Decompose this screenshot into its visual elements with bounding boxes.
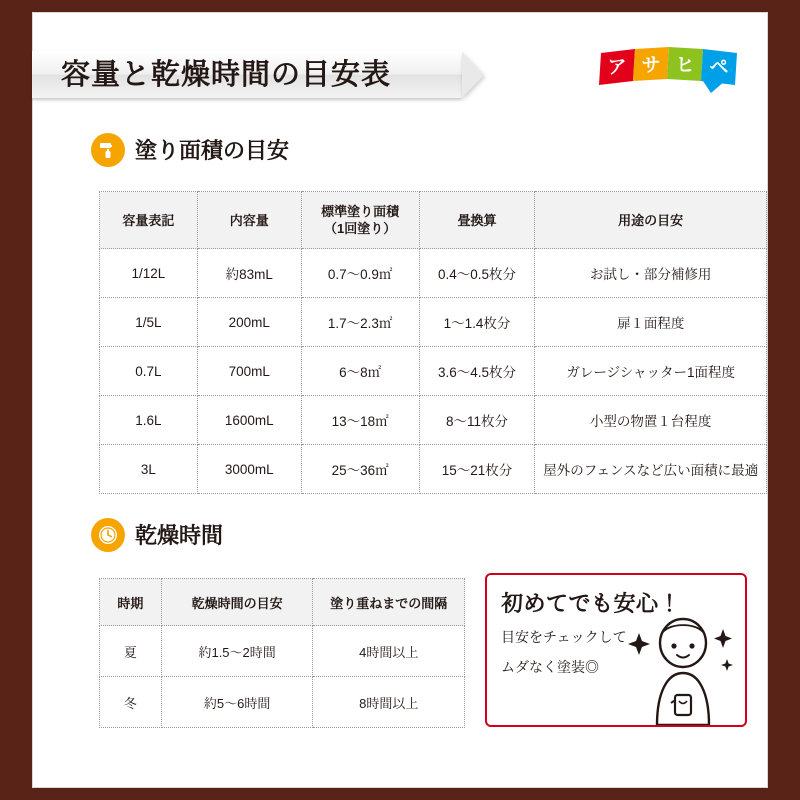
cell-tatami: 0.4〜0.5枚分 <box>419 249 535 298</box>
svg-text:ペ: ペ <box>709 57 729 78</box>
cell-tatami: 1〜1.4枚分 <box>419 298 535 347</box>
cell-season: 夏 <box>100 626 162 677</box>
asahipen-logo <box>599 47 739 93</box>
cell-content: 1600mL <box>197 396 301 445</box>
cell-usage: 屋外のフェンスなど広い面積に最適 <box>535 445 767 494</box>
cell-content: 700mL <box>197 347 301 396</box>
cell-content: 200mL <box>197 298 301 347</box>
cell-area: 13〜18㎡ <box>301 396 419 445</box>
cell-usage: 扉１面程度 <box>535 298 767 347</box>
table-row <box>100 347 767 396</box>
cell-content: 3000mL <box>197 445 301 494</box>
cell-recoat-interval: 4時間以上 <box>313 626 465 677</box>
cell-season: 冬 <box>100 677 162 728</box>
cell-volume: 0.7L <box>100 347 198 396</box>
header <box>33 13 767 95</box>
cell-tatami: 3.6〜4.5枚分 <box>419 347 535 396</box>
column-header-drying-time: 乾燥時間の目安 <box>161 579 313 626</box>
coverage-table <box>99 191 767 494</box>
table-row <box>100 249 767 298</box>
table-row <box>100 445 767 494</box>
cell-recoat-interval: 8時間以上 <box>313 677 465 728</box>
column-header-area-line2: （1回塗り） <box>324 221 397 236</box>
callout-line-2: ムダなく塗装◎ <box>501 659 599 675</box>
table-row <box>100 677 465 728</box>
cell-content: 約83mL <box>197 249 301 298</box>
section-1-title-text: 塗り面積の目安 <box>135 137 290 163</box>
paint-roller-icon <box>91 133 125 167</box>
table-header-row <box>100 579 465 626</box>
reassurance-callout <box>485 573 747 727</box>
cell-area: 0.7〜0.9㎡ <box>301 249 419 298</box>
column-header-season: 時期 <box>100 579 162 626</box>
cell-tatami: 8〜11枚分 <box>419 396 535 445</box>
cell-volume: 3L <box>100 445 198 494</box>
column-header-area <box>301 192 419 249</box>
svg-text:ア: ア <box>607 57 627 78</box>
table-header-row <box>100 192 767 249</box>
section-2-title-text: 乾燥時間 <box>135 522 224 548</box>
cell-drying-time: 約5〜6時間 <box>161 677 313 728</box>
drying-time-table <box>99 578 465 728</box>
cell-area: 1.7〜2.3㎡ <box>301 298 419 347</box>
section-heading-area <box>91 133 289 167</box>
clock-icon <box>91 518 125 552</box>
person-illustration <box>627 607 739 725</box>
logo-text <box>599 93 600 94</box>
column-header-usage: 用途の目安 <box>535 192 767 249</box>
cell-volume: 1/5L <box>100 298 198 347</box>
callout-title: 初めてでも安心！ <box>501 591 682 616</box>
cell-drying-time: 約1.5〜2時間 <box>161 626 313 677</box>
svg-text:ヒ: ヒ <box>675 55 695 76</box>
svg-text:サ: サ <box>641 55 661 76</box>
flyer-page <box>32 12 768 788</box>
cell-usage: お試し・部分補修用 <box>535 249 767 298</box>
page-title: 容量と乾燥時間の目安表 <box>61 59 392 91</box>
cell-area: 25〜36㎡ <box>301 445 419 494</box>
section-2-title <box>135 519 223 552</box>
cell-area: 6〜8㎡ <box>301 347 419 396</box>
table-row <box>100 396 767 445</box>
column-header-recoat-interval: 塗り重ねまでの間隔 <box>313 579 465 626</box>
table-row <box>100 298 767 347</box>
table-row <box>100 626 465 677</box>
column-header-volume-label: 容量表記 <box>100 192 198 249</box>
column-header-content: 内容量 <box>197 192 301 249</box>
section-heading-area <box>91 518 223 552</box>
callout-line-1: 目安をチェックして <box>501 629 627 645</box>
cell-usage: 小型の物置１台程度 <box>535 396 767 445</box>
cell-usage: ガレージシャッター1面程度 <box>535 347 767 396</box>
column-header-tatami: 畳換算 <box>419 192 535 249</box>
column-header-area-line1: 標準塗り面積 <box>321 204 400 219</box>
cell-volume: 1/12L <box>100 249 198 298</box>
cell-tatami: 15〜21枚分 <box>419 445 535 494</box>
section-1-title <box>135 134 289 167</box>
cell-volume: 1.6L <box>100 396 198 445</box>
